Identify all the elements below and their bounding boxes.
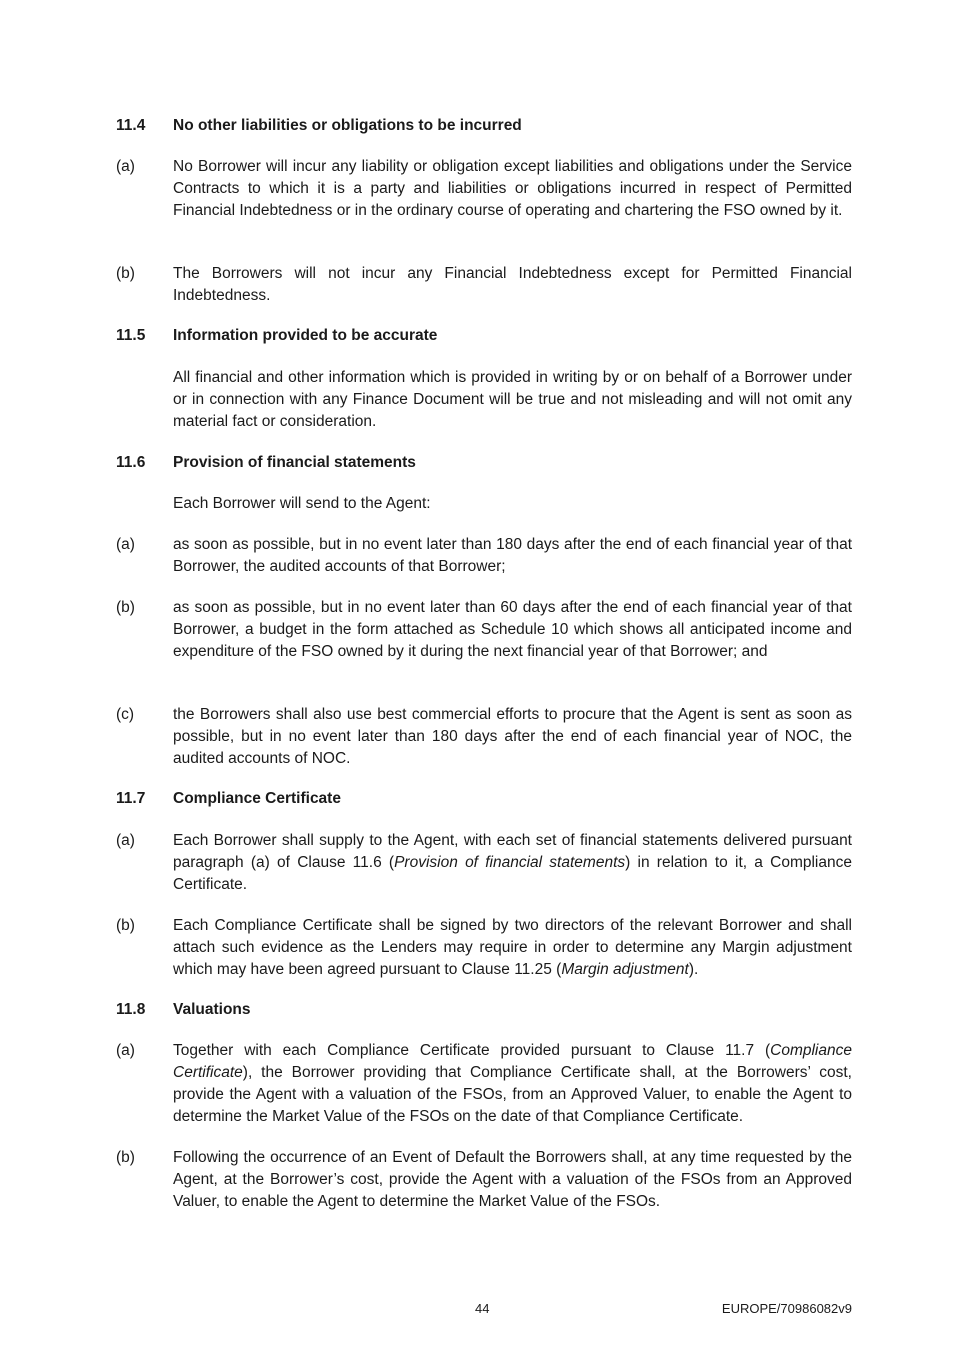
section-11-7-heading — [116, 788, 852, 810]
para-label: (b) — [116, 599, 135, 616]
text-run: Together with each Compliance Certificate provided pursuant to Clause 11.7 ( — [173, 1042, 771, 1059]
para-text: as soon as possible, but in no event later than 60 days after the end of each financial year of that Borrower, a budget in the form attached as Schedule 10 which shows all anticipated income and expenditure of the FSO owned by it during the next financial year of that Borrower; and — [173, 599, 852, 660]
section-11-4-para-a — [116, 156, 852, 222]
section-number: 11.8 — [116, 1001, 146, 1018]
section-title: Valuations — [173, 1001, 251, 1018]
section-11-7-para-b — [116, 915, 852, 981]
clause-reference: Compliance Certificate — [173, 1042, 852, 1081]
text-run: ), the Borrower providing that Compliance Certificate shall, at the Borrowers’ cost, provide the Agent with a valuation of the FSOs, from an Approved Valuer, to enable the Agent to determine the Market Value of the FSOs on the date of that Compliance Certificate. — [173, 1064, 852, 1125]
section-11-6-intro — [116, 493, 852, 515]
para-text: All financial and other information which is provided in writing by or on behalf of a Borrower under or in connection with any Finance Document will be true and not misleading and will not omit any material fact or consideration. — [173, 369, 852, 430]
para-label: (c) — [116, 706, 135, 723]
para-text — [173, 830, 852, 896]
section-11-6-para-c — [116, 704, 852, 770]
para-label: (b) — [116, 1149, 135, 1166]
text-run: ). — [688, 961, 699, 978]
section-11-6-heading — [116, 452, 852, 474]
section-11-6-para-a — [116, 534, 852, 578]
clause-reference: Provision of financial statements — [394, 854, 626, 871]
para-text: the Borrowers shall also use best commercial efforts to procure that the Agent is sent as soon as possible, but in no event later than 180 days after the end of each financial year of NOC, the audited accounts of NOC. — [173, 706, 852, 767]
document-reference: EUROPE/70986082v9 — [721, 1301, 852, 1316]
section-11-6-para-b — [116, 597, 852, 663]
clause-reference: Margin adjustment — [561, 961, 689, 978]
para-text: The Borrowers will not incur any Financial Indebtedness except for Permitted Financial Indebtedness. — [173, 265, 852, 304]
para-label: (a) — [116, 158, 135, 175]
section-11-4-heading — [116, 115, 852, 137]
para-label: (a) — [116, 832, 135, 849]
section-11-4-para-b — [116, 263, 852, 307]
para-text: Each Borrower will send to the Agent: — [173, 495, 431, 512]
section-title: Provision of financial statements — [173, 454, 416, 471]
section-11-5-body — [116, 367, 852, 433]
para-label: (b) — [116, 917, 135, 934]
section-number: 11.7 — [116, 790, 146, 807]
para-text: No Borrower will incur any liability or obligation except liabilities and obligations under the Service Contracts to which it is a party and liabilities or obligations incurred in respect of Permitted Financial Indebtedness or in the ordinary course of operating and chartering the FSO owned by it. — [173, 158, 852, 219]
section-number: 11.6 — [116, 454, 146, 471]
section-11-7-para-a — [116, 830, 852, 896]
section-title: No other liabilities or obligations to be incurred — [173, 117, 522, 134]
section-title: Information provided to be accurate — [173, 327, 438, 344]
section-title: Compliance Certificate — [173, 790, 341, 807]
text-run: ) in relation to it, a Compliance Certificate. — [173, 854, 852, 893]
section-number: 11.4 — [116, 117, 146, 134]
section-11-8-para-b — [116, 1147, 852, 1213]
section-11-5-heading — [116, 325, 852, 347]
para-text: Following the occurrence of an Event of Default the Borrowers shall, at any time requested by the Agent, at the Borrower’s cost, provide the Agent with a valuation of the FSOs from an Approved Valuer, to enable the Agent to determine the Market Value of the FSOs. — [173, 1149, 852, 1210]
section-11-8-heading — [116, 999, 852, 1021]
para-label: (a) — [116, 1042, 135, 1059]
para-label: (a) — [116, 536, 135, 553]
page-number: 44 — [475, 1301, 490, 1316]
text-run: Each Compliance Certificate shall be signed by two directors of the relevant Borrower and shall attach such evidence as the Lenders may require in order to determine any Margin adjustment which may have been agreed pursuant to Clause 11.25 ( — [173, 917, 852, 978]
section-11-8-para-a — [116, 1040, 852, 1128]
para-text — [173, 915, 852, 981]
section-number: 11.5 — [116, 327, 146, 344]
text-run: Each Borrower shall supply to the Agent, with each set of financial statements delivered pursuant paragraph (a) of Clause 11.6 ( — [173, 832, 852, 871]
para-label: (b) — [116, 265, 135, 282]
para-text: as soon as possible, but in no event later than 180 days after the end of each financial year of that Borrower, the audited accounts of that Borrower; — [173, 536, 852, 575]
para-text — [173, 1040, 852, 1128]
